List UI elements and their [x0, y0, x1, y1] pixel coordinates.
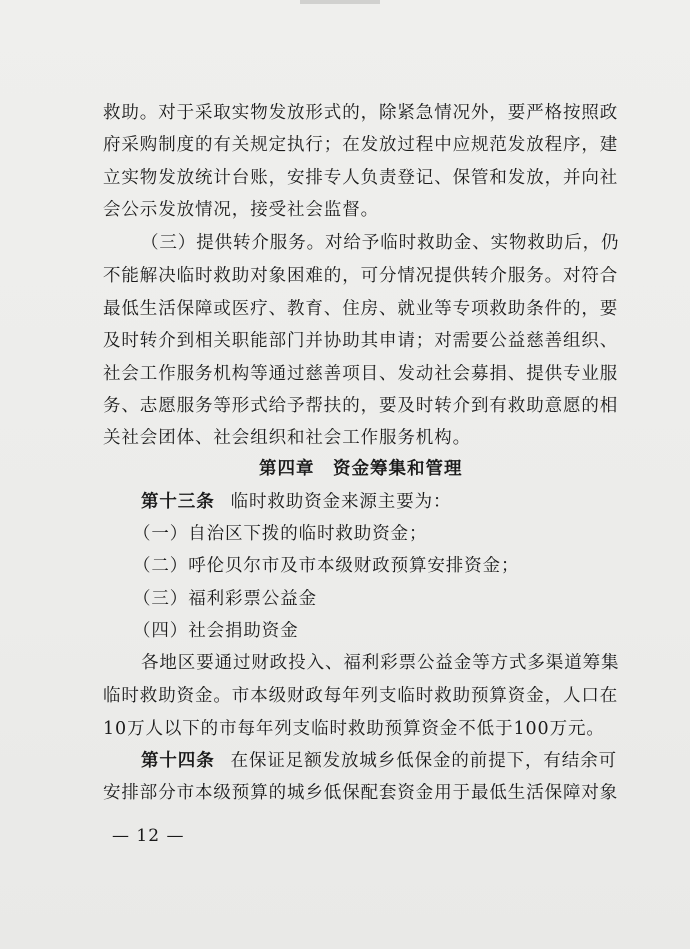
chapter-title: 第四章 资金筹集和管理 — [259, 459, 463, 479]
paragraph-3-line-3: 10万人以下的市每年列支临时救助预算资金不低于100万元。 — [103, 719, 605, 739]
paragraph-3-line-1: 各地区要通过财政投入、福利彩票公益金等方式多渠道筹集 — [141, 653, 620, 673]
paragraph-2-line-6: 务、志愿服务等形式给予帮扶的，要及时转介到有救助意愿的相 — [103, 396, 619, 416]
article-13-item-2: （二）呼伦贝尔市及市本级财政预算安排资金； — [133, 556, 520, 576]
paragraph-3-line-2: 临时救助资金。市本级财政每年列支临时救助预算资金，人口在 — [103, 686, 619, 706]
paragraph-2-line-3: 最低生活保障或医疗、教育、住房、就业等专项救助条件的，要 — [103, 299, 619, 319]
page-number: — 12 — — [112, 826, 185, 846]
article-13-item-1: （一）自治区下拨的临时救助资金； — [133, 524, 428, 544]
paragraph-1-line-3: 立实物发放统计台账，安排专人负责登记、保管和发放，并向社 — [103, 168, 619, 188]
paragraph-2-line-7: 关社会团体、社会组织和社会工作服务机构。 — [103, 428, 471, 448]
paragraph-2-line-4: 及时转介到相关职能部门并协助其申请；对需要公益慈善组织、 — [103, 331, 619, 351]
article-13-line — [141, 491, 451, 513]
paragraph-1-line-2: 府采购制度的有关规定执行；在发放过程中应规范发放程序，建 — [103, 135, 619, 155]
article-13-label: 第十三条 — [141, 492, 215, 512]
article-14-line-2: 安排部分市本级预算的城乡低保配套资金用于最低生活保障对象 — [103, 783, 619, 803]
paragraph-1-line-1: 救助。对于采取实物发放形式的，除紧急情况外，要严格按照政 — [103, 103, 619, 123]
article-14-text: 在保证足额发放城乡低保金的前提下，有结余可 — [230, 751, 618, 771]
paragraph-1-line-4: 会公示发放情况，接受社会监督。 — [103, 200, 379, 220]
article-13-item-4: （四）社会捐助资金 — [133, 621, 299, 641]
paragraph-2-line-1: （三）提供转介服务。对给予临时救助金、实物救助后，仍 — [141, 233, 620, 253]
scan-edge-mark — [300, 0, 380, 4]
article-13-item-3: （三）福利彩票公益金 — [133, 589, 317, 609]
article-14-line — [141, 750, 617, 772]
article-14-label: 第十四条 — [141, 751, 215, 771]
paragraph-2-line-2: 不能解决临时救助对象困难的，可分情况提供转介服务。对符合 — [103, 266, 619, 286]
article-13-text: 临时救助资金来源主要为： — [230, 492, 452, 512]
paragraph-2-line-5: 社会工作服务机构等通过慈善项目、发动社会募捐、提供专业服 — [103, 364, 619, 384]
